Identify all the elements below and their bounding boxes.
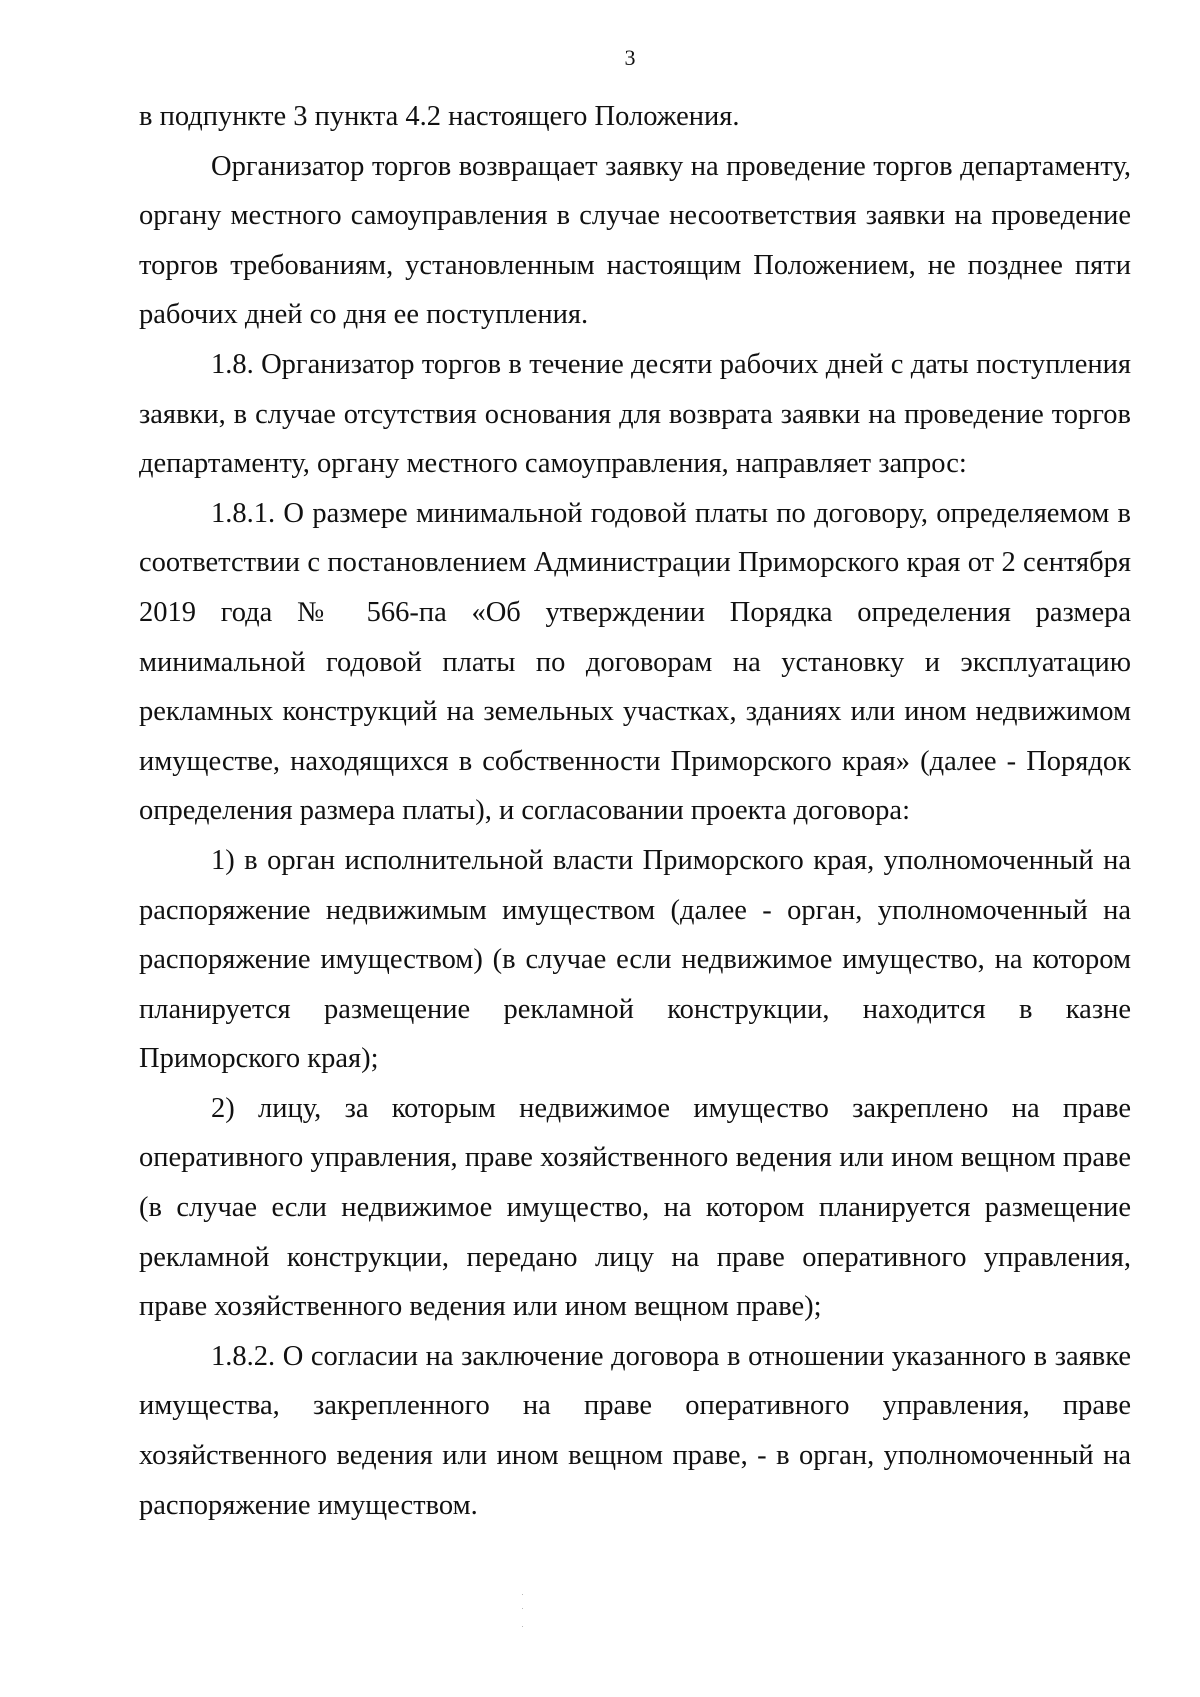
paragraph-1-8-1: 1.8.1. О размере минимальной годовой платы по договору, определяемом в соответствии с постановлением Администрации Приморского края от 2 сентября 2019 года № 566-па «Об утверждении Порядка определения размера минимальной годовой платы по договорам на установку и эксплуатацию рекламных конструкций на земельных участках, зданиях или ином недвижимом имуществе, находящихся в собственности Приморского края» (далее - Порядок определения размера платы), и согласовании проекта договора: <box>139 497 1131 827</box>
paragraph-item-1: 1) в орган исполнительной власти Приморского края, уполномоченный на распоряжение недвижимым имуществом (далее - орган, уполномоченный на распоряжение имуществом) (в случае если недвижимое имущество, на котором планируется размещение рекламной конструкции, находится в казне Приморского края); <box>139 844 1131 1075</box>
document-body <box>139 92 1131 1530</box>
scan-speck <box>522 1608 523 1609</box>
scan-speck <box>522 1594 523 1595</box>
page-number: 3 <box>624 45 636 70</box>
paragraph-item-2: 2) лицу, за которым недвижимое имущество закреплено на праве оперативного управления, праве хозяйственного ведения или ином вещном праве (в случае если недвижимое имущество, на котором планируется размещение рекламной конструкции, передано лицу на праве оперативного управления, праве хозяйственного ведения или ином вещном праве); <box>139 1092 1131 1323</box>
paragraph-continuation: в подпункте 3 пункта 4.2 настоящего Положения. <box>139 101 740 132</box>
paragraph-return-of-application: Организатор торгов возвращает заявку на проведение торгов департаменту, органу местного самоуправления в случае несоответствия заявки на проведение торгов требованиям, установленным настоящим Положением, не позднее пяти рабочих дней со дня ее поступления. <box>139 150 1131 331</box>
paragraph-1-8-2: 1.8.2. О согласии на заключение договора в отношении указанного в заявке имущества, закрепленного на праве оперативного управления, праве хозяйственного ведения или ином вещном праве, - в орган, уполномоченный на распоряжение имуществом. <box>139 1340 1131 1521</box>
scan-speck <box>522 1626 523 1627</box>
paragraph-1-8: 1.8. Организатор торгов в течение десяти рабочих дней с даты поступления заявки, в случае отсутствия основания для возврата заявки на проведение торгов департаменту, органу местного самоуправления, направляет запрос: <box>139 348 1131 480</box>
